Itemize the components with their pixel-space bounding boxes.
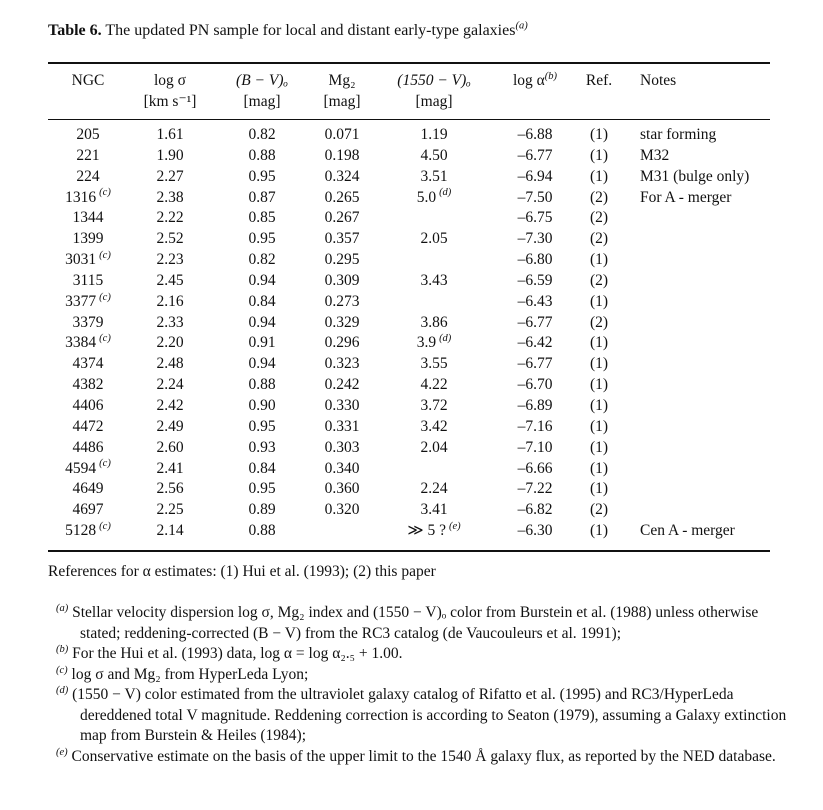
ngc-cell: 4382 xyxy=(72,376,104,394)
table-label: Table 6. xyxy=(48,22,102,39)
log-sigma-cell: 1.90 xyxy=(156,146,184,164)
uv-color-cell: 2.04 xyxy=(420,438,448,456)
b-v-cell: 0.85 xyxy=(248,209,276,227)
uv-color-cell: 3.72 xyxy=(420,396,448,414)
footnote-mark: (d) xyxy=(439,187,452,199)
ngc-cell: 4486 xyxy=(72,438,104,456)
footnote-mark: (c) xyxy=(56,664,68,676)
uv-color-cell: 4.50 xyxy=(420,146,448,164)
ref-cell: (1) xyxy=(589,355,609,373)
table-row xyxy=(0,438,823,459)
table-row xyxy=(0,125,823,146)
ngc-cell: 3384 $^{(c)}$ xyxy=(65,333,111,352)
log-alpha-cell: –7.22 xyxy=(517,480,553,498)
caption-footnote-mark: (a) xyxy=(515,20,528,32)
ngc-cell: 1344 xyxy=(72,209,104,227)
table-row xyxy=(0,292,823,313)
footnote-mark: (b) xyxy=(56,643,69,655)
uv-color-cell: 2.05 xyxy=(420,230,448,248)
uv-color-cell: 3.42 xyxy=(420,417,448,435)
notes-cell: Cen A - merger xyxy=(640,522,735,540)
footnote xyxy=(48,685,798,747)
ref-cell: (1) xyxy=(589,251,609,269)
log-sigma-cell: 2.52 xyxy=(156,230,184,248)
log-sigma-cell: 2.41 xyxy=(156,459,184,477)
notes-cell: M32 xyxy=(640,146,670,164)
log-alpha-cell: –6.30 xyxy=(517,522,553,540)
ref-cell: (2) xyxy=(589,501,609,519)
footnote-mark: (a) xyxy=(56,602,69,614)
b-v-cell: 0.82 xyxy=(248,126,276,143)
ngc-cell: 4472 xyxy=(72,417,104,435)
log-alpha-cell: –7.30 xyxy=(517,230,553,248)
table-row xyxy=(0,313,823,334)
mg2-cell: 0.273 xyxy=(324,292,360,310)
footnote xyxy=(48,644,798,665)
header-bv: (B − V)ₒ [mag] xyxy=(236,72,288,110)
b-v-cell: 0.95 xyxy=(248,167,276,185)
footnote-mark: (c) xyxy=(99,520,111,532)
bottom-rule xyxy=(48,550,770,552)
mg2-cell: 0.357 xyxy=(324,230,360,248)
b-v-cell: 0.94 xyxy=(248,313,276,331)
uv-color-cell: 3.55 xyxy=(420,355,448,373)
ref-cell: (2) xyxy=(589,230,609,248)
table-row xyxy=(0,417,823,438)
log-alpha-cell: –6.89 xyxy=(517,396,553,414)
uv-color-cell: 3.51 xyxy=(420,167,448,185)
table-row xyxy=(0,208,823,229)
log-sigma-cell: 2.22 xyxy=(156,209,184,227)
mg2-cell: 0.330 xyxy=(324,396,360,414)
mg2-cell: 0.329 xyxy=(324,313,360,331)
table-row xyxy=(0,521,823,542)
table-row xyxy=(0,333,823,354)
log-alpha-cell: –6.94 xyxy=(517,167,553,185)
notes-cell: For A - merger xyxy=(640,188,732,206)
uv-color-cell: 5.0 $^{(d)}$ xyxy=(416,187,452,206)
log-alpha-cell: –6.82 xyxy=(517,501,553,519)
ref-cell: (1) xyxy=(589,146,609,164)
log-alpha-cell: –6.88 xyxy=(517,126,553,143)
b-v-cell: 0.84 xyxy=(248,292,276,310)
log-sigma-cell: 2.25 xyxy=(156,501,184,519)
log-sigma-cell: 2.38 xyxy=(156,188,184,206)
footnote-text: Stellar velocity dispersion log σ, Mg₂ index and (1550 − V)ₒ color from Burstein et al. (1988) unless otherwise stated; reddening-corrected (B − V) from the RC3 catalog (de Vaucouleurs et al. 1991); xyxy=(72,604,759,642)
log-alpha-cell: –6.77 xyxy=(517,146,553,164)
uv-color-cell: 3.43 xyxy=(420,271,448,289)
log-alpha-cell: –7.50 xyxy=(517,188,553,206)
ref-cell: (1) xyxy=(589,292,609,310)
header-sigma: log σ [km s⁻¹] xyxy=(143,72,197,110)
references-line: References for α estimates: (1) Hui et al. (1993); (2) this paper xyxy=(48,563,436,580)
ngc-cell: 224 xyxy=(76,167,100,185)
ref-cell: (1) xyxy=(589,417,609,435)
log-alpha-cell: –6.66 xyxy=(517,459,553,477)
ngc-cell: 1399 xyxy=(72,230,104,248)
footnote-text: (1550 − V) color estimated from the ultraviolet galaxy catalog of Rifatto et al. (1995) and RC3/HyperLeda dereddened total V magnitude. Reddening correction is according to Seaton (1979), assuming a Galaxy extinction map from Burstein & Heiles (1984); xyxy=(72,686,787,744)
mg2-cell: 0.340 xyxy=(324,459,360,477)
ngc-cell: 4649 xyxy=(72,480,104,498)
top-rule xyxy=(48,62,770,64)
log-sigma-cell: 2.49 xyxy=(156,417,184,435)
mg2-cell: 0.295 xyxy=(324,251,360,269)
ngc-cell: 4697 xyxy=(72,501,104,519)
ngc-cell: 3377 $^{(c)}$ xyxy=(65,291,111,310)
footnote xyxy=(48,665,798,686)
table-row xyxy=(0,479,823,500)
ref-cell: (2) xyxy=(589,271,609,289)
uv-color-cell: ≫ 5 ? $^{(e)}$ xyxy=(407,520,461,540)
footnote xyxy=(48,603,798,644)
log-sigma-cell: 2.23 xyxy=(156,251,184,269)
footnote xyxy=(48,747,798,768)
notes-cell: star forming xyxy=(640,126,717,143)
log-sigma-cell: 2.45 xyxy=(156,271,184,289)
ngc-cell: 205 xyxy=(76,126,100,143)
table-caption xyxy=(48,22,528,40)
log-alpha-cell: –6.42 xyxy=(517,334,553,352)
ref-cell: (1) xyxy=(589,459,609,477)
log-alpha-cell: –6.80 xyxy=(517,251,553,269)
header-ref: Ref. xyxy=(585,72,613,89)
log-alpha-cell: –6.77 xyxy=(517,313,553,331)
table-title: The updated PN sample for local and distant early-type galaxies xyxy=(101,22,516,39)
notes-cell: M31 (bulge only) xyxy=(640,167,750,185)
b-v-cell: 0.87 xyxy=(248,188,276,206)
header-notes: Notes xyxy=(640,72,677,89)
mg2-cell: 0.198 xyxy=(324,146,360,164)
footnote-mark: (c) xyxy=(99,291,111,303)
footnote-mark: (c) xyxy=(99,249,111,261)
ref-cell: (1) xyxy=(589,126,609,143)
log-alpha-cell: –7.16 xyxy=(517,417,553,435)
b-v-cell: 0.89 xyxy=(248,501,276,519)
table-row xyxy=(0,146,823,167)
mg2-cell: 0.309 xyxy=(324,271,360,289)
log-alpha-cell: –6.70 xyxy=(517,376,553,394)
uv-color-cell: 4.22 xyxy=(420,376,448,394)
b-v-cell: 0.88 xyxy=(248,146,276,164)
table-row xyxy=(0,354,823,375)
ref-cell: (2) xyxy=(589,188,609,206)
log-alpha-cell: –6.43 xyxy=(517,292,553,310)
ref-cell: (1) xyxy=(589,167,609,185)
b-v-cell: 0.88 xyxy=(248,522,276,540)
b-v-cell: 0.90 xyxy=(248,396,276,414)
table-row xyxy=(0,459,823,480)
footnotes xyxy=(48,603,798,767)
log-sigma-cell: 2.16 xyxy=(156,292,184,310)
table-row xyxy=(0,250,823,271)
log-alpha-cell: –6.59 xyxy=(517,271,553,289)
uv-color-cell: 1.19 xyxy=(420,126,448,143)
uv-color-cell: 2.24 xyxy=(420,480,448,498)
mg2-cell: 0.324 xyxy=(324,167,360,185)
log-sigma-cell: 2.42 xyxy=(156,396,184,414)
ngc-cell: 3115 xyxy=(72,271,104,289)
log-sigma-cell: 2.33 xyxy=(156,313,184,331)
log-sigma-cell: 2.20 xyxy=(156,334,184,352)
log-alpha-cell: –7.10 xyxy=(517,438,553,456)
header-uv: (1550 − V)ₒ [mag] xyxy=(397,72,471,110)
b-v-cell: 0.94 xyxy=(248,355,276,373)
ref-cell: (2) xyxy=(589,313,609,331)
ref-cell: (2) xyxy=(589,209,609,227)
footnote-mark: (c) xyxy=(99,187,111,199)
b-v-cell: 0.94 xyxy=(248,271,276,289)
b-v-cell: 0.82 xyxy=(248,251,276,269)
log-sigma-cell: 2.56 xyxy=(156,480,184,498)
ngc-cell: 4594 $^{(c)}$ xyxy=(65,458,111,477)
b-v-cell: 0.95 xyxy=(248,480,276,498)
mg2-cell: 0.242 xyxy=(324,376,360,394)
ref-cell: (1) xyxy=(589,396,609,414)
log-sigma-cell: 2.48 xyxy=(156,355,184,373)
table-row xyxy=(0,396,823,417)
ref-cell: (1) xyxy=(589,480,609,498)
mg2-cell: 0.303 xyxy=(324,438,360,456)
header-ngc: NGC xyxy=(71,72,105,89)
ngc-cell: 5128 $^{(c)}$ xyxy=(65,520,111,540)
log-alpha-cell: –6.75 xyxy=(517,209,553,227)
footnote-mark: (d) xyxy=(56,684,69,696)
table-row xyxy=(0,375,823,396)
b-v-cell: 0.93 xyxy=(248,438,276,456)
footnote-text: log σ and Mg₂ from HyperLeda Lyon; xyxy=(71,665,309,683)
ngc-cell: 221 xyxy=(76,146,100,164)
footnote-mark: (c) xyxy=(99,458,111,470)
table-row xyxy=(0,167,823,188)
b-v-cell: 0.95 xyxy=(248,417,276,435)
ref-cell: (1) xyxy=(589,438,609,456)
ref-cell: (1) xyxy=(589,334,609,352)
mg2-cell: 0.071 xyxy=(324,126,360,143)
ngc-cell: 3031 $^{(c)}$ xyxy=(65,249,111,269)
header-alpha: $\log \alpha^{(b)}$ xyxy=(512,70,558,89)
mg2-cell: 0.296 xyxy=(324,334,360,352)
header-rule xyxy=(48,119,770,120)
uv-color-cell: 3.86 xyxy=(420,313,448,331)
header-mg2: Mg₂ [mag] xyxy=(323,72,361,110)
uv-color-cell: 3.9 $^{(d)}$ xyxy=(416,333,452,352)
log-sigma-cell: 2.24 xyxy=(156,376,184,394)
footnote-mark: (c) xyxy=(99,333,111,345)
table-row xyxy=(0,188,823,209)
footnote-mark: (d) xyxy=(439,333,452,345)
ngc-cell: 4406 xyxy=(72,396,104,414)
b-v-cell: 0.91 xyxy=(248,334,276,352)
table-body xyxy=(0,125,823,542)
b-v-cell: 0.95 xyxy=(248,230,276,248)
log-sigma-cell: 1.61 xyxy=(156,126,184,143)
table-row xyxy=(0,229,823,250)
log-sigma-cell: 2.14 xyxy=(156,522,184,540)
mg2-cell: 0.267 xyxy=(324,209,360,227)
b-v-cell: 0.88 xyxy=(248,376,276,394)
table-row xyxy=(0,500,823,521)
b-v-cell: 0.84 xyxy=(248,459,276,477)
mg2-cell: 0.331 xyxy=(324,417,360,435)
ref-cell: (1) xyxy=(589,376,609,394)
table-row xyxy=(0,271,823,292)
footnote-mark: (e) xyxy=(56,746,68,758)
mg2-cell: 0.320 xyxy=(324,501,360,519)
log-alpha-cell: –6.77 xyxy=(517,355,553,373)
footnote-text: For the Hui et al. (1993) data, log α = log α₂.₅ + 1.00. xyxy=(72,645,403,662)
footnote-mark: (e) xyxy=(448,520,461,532)
log-sigma-cell: 2.60 xyxy=(156,438,184,456)
ngc-cell: 4374 xyxy=(72,355,104,373)
mg2-cell: 0.360 xyxy=(324,480,360,498)
ngc-cell: 3379 xyxy=(72,313,104,331)
uv-color-cell: 3.41 xyxy=(420,501,448,519)
footnote-text: Conservative estimate on the basis of the upper limit to the 1540 Å galaxy flux, as reported by the NED database. xyxy=(71,747,776,765)
log-sigma-cell: 2.27 xyxy=(156,167,184,185)
mg2-cell: 0.265 xyxy=(324,188,360,206)
ngc-cell: 1316 $^{(c)}$ xyxy=(65,187,111,206)
ref-cell: (1) xyxy=(589,522,609,540)
mg2-cell: 0.323 xyxy=(324,355,360,373)
